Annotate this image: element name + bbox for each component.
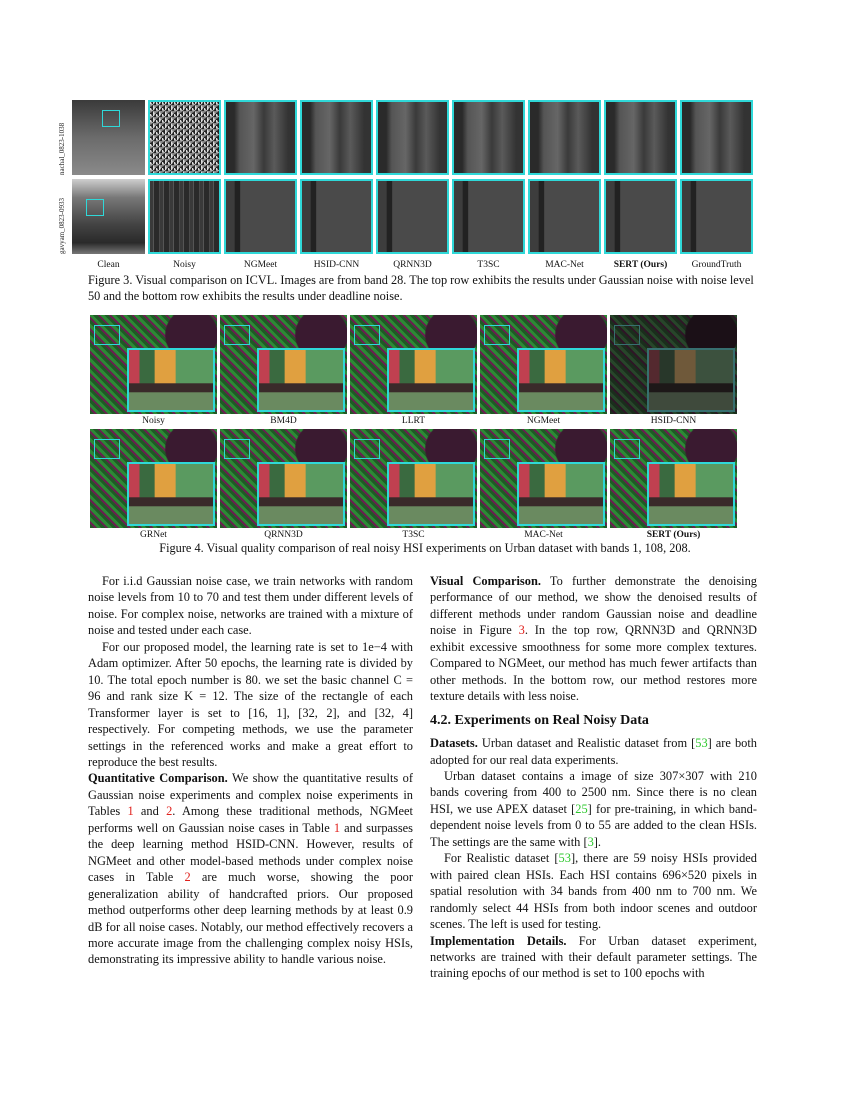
image-noisy bbox=[90, 315, 217, 414]
paragraph bbox=[430, 850, 757, 932]
zoom-region-box bbox=[484, 439, 510, 459]
text-segment: and bbox=[133, 804, 167, 819]
text-segment: and surpasses the deep learning method HSID-CNN. However, results of NGMeet and other model-based methods under complex noise cases in Table bbox=[88, 820, 413, 885]
image-t3sc bbox=[452, 100, 525, 175]
column-label: Clean bbox=[97, 260, 120, 270]
text-segment: ]. bbox=[593, 834, 602, 849]
zoom-region-box bbox=[484, 325, 510, 345]
zoom-inset bbox=[257, 348, 345, 412]
zoom-region-box bbox=[354, 325, 380, 345]
cross-reference-link[interactable]: 1 bbox=[127, 804, 134, 819]
image-ngmeet bbox=[224, 100, 297, 175]
cross-reference-link[interactable]: 2 bbox=[184, 870, 191, 885]
zoom-region-box bbox=[86, 199, 104, 216]
column-label: Noisy bbox=[173, 260, 196, 270]
column-label: GRNet bbox=[140, 530, 167, 540]
citation-link[interactable]: 53 bbox=[558, 851, 571, 866]
zoom-inset bbox=[517, 462, 605, 526]
column-label: T3SC bbox=[477, 260, 500, 270]
image-noisy bbox=[148, 179, 221, 254]
figure-3-column-labels bbox=[72, 260, 753, 270]
image-grnet bbox=[90, 429, 217, 528]
column-label: Noisy bbox=[142, 416, 165, 426]
zoom-inset bbox=[517, 348, 605, 412]
figure-3-row-deadline bbox=[58, 179, 753, 254]
image-hsid-cnn bbox=[300, 179, 373, 254]
paragraph bbox=[88, 639, 413, 771]
image-sert bbox=[604, 100, 677, 175]
paragraph-heading: Quantitative Comparison. bbox=[88, 771, 228, 786]
paragraph bbox=[430, 573, 757, 705]
image-noisy bbox=[148, 100, 221, 175]
figure-4 bbox=[90, 315, 737, 542]
image-hsid-cnn bbox=[610, 315, 737, 414]
paragraph-heading: Datasets. bbox=[430, 736, 478, 751]
text-segment: To further demonstrate the denoising performance of our method, we show the denoised results of different methods under random Gaussian noise and deadline noise in Figure bbox=[430, 574, 758, 638]
image-mac-net bbox=[528, 179, 601, 254]
zoom-region-box bbox=[354, 439, 380, 459]
column-label: MAC-Net bbox=[524, 530, 563, 540]
column-label: NGMeet bbox=[243, 260, 278, 270]
row-label: nachal_0823-1038 bbox=[58, 122, 66, 175]
right-column-text bbox=[430, 573, 757, 982]
zoom-inset bbox=[647, 462, 735, 526]
citation-link[interactable]: 3 bbox=[587, 834, 594, 849]
image-mac-net bbox=[480, 429, 607, 528]
column-label: HSID-CNN bbox=[313, 260, 360, 270]
figure-4-row-2 bbox=[90, 429, 737, 528]
image-ngmeet bbox=[480, 315, 607, 414]
column-label: SERT (Ours) bbox=[646, 530, 701, 540]
cross-reference-link[interactable]: 3 bbox=[518, 623, 525, 638]
image-ngmeet bbox=[224, 179, 297, 254]
zoom-region-box bbox=[224, 439, 250, 459]
paragraph bbox=[88, 573, 413, 639]
zoom-region-box bbox=[614, 439, 640, 459]
image-hsid-cnn bbox=[300, 100, 373, 175]
paragraph bbox=[430, 735, 757, 768]
image-clean bbox=[72, 100, 145, 175]
row-label: gavyam_0823-0933 bbox=[58, 198, 66, 254]
column-label: HSID-CNN bbox=[650, 416, 697, 426]
text-segment: For our proposed model, the learning rate is set to 1e−4 with Adam optimizer. After 50 epochs, the learning rate is divided by 10. The total epoch number is 80. we set the basic channel C = 96 and rank size K = 12. The size of the rectangle of each Transformer layer is set to [16, 1], [32, 2], and [32, 4] respectively. For competing methods, we use the parameter settings in the referenced works and make a great effort to reproduce the best results. bbox=[88, 639, 413, 769]
text-segment: Urban dataset and Realistic dataset from [ bbox=[477, 736, 696, 751]
column-label: LLRT bbox=[401, 416, 426, 426]
image-llrt bbox=[350, 315, 477, 414]
text-segment: ] are both adopted for our real data experiments. bbox=[430, 736, 757, 767]
image-sert bbox=[610, 429, 737, 528]
text-segment: ] for pre-training, in which band-dependent noise levels from 0 to 55 are added to the clean HSIs. The settings are the same with [ bbox=[430, 801, 758, 849]
image-groundtruth bbox=[680, 100, 753, 175]
image-qrnn3d bbox=[376, 100, 449, 175]
figure-3-row-gaussian bbox=[58, 100, 753, 175]
zoom-inset bbox=[127, 462, 215, 526]
text-segment: For Realistic dataset [ bbox=[444, 851, 559, 866]
text-segment: For Urban dataset experiment, networks are trained with their default parameter settings. The training epochs of our method is set to 100 epochs with bbox=[430, 933, 757, 981]
figure-3-caption: Figure 3. Visual comparison on ICVL. Images are from band 28. The top row exhibits the results under Gaussian noise with noise level 50 and the bottom row exhibits the results under deadline noise. bbox=[88, 273, 754, 303]
column-label: MAC-Net bbox=[545, 260, 584, 270]
left-column-text bbox=[88, 573, 413, 968]
column-label: GroundTruth bbox=[691, 260, 742, 270]
paragraph bbox=[88, 770, 413, 967]
cross-reference-link[interactable]: 1 bbox=[333, 820, 341, 835]
figure-3 bbox=[58, 100, 753, 258]
column-label: QRNN3D bbox=[264, 530, 303, 540]
text-segment: . Among these traditional methods, NGMeet performs well on Gaussian noise cases in Table bbox=[88, 804, 413, 835]
cross-reference-link[interactable]: 2 bbox=[166, 804, 173, 819]
image-bm4d bbox=[220, 315, 347, 414]
text-segment: ], there are 59 noisy HSIs provided with paired clean HSIs. Each HSI contains 696×520 pixels in spatial resolution with 34 bands from 400 nm to 700 nm. We randomly select 44 HSIs from both indoor scenes and outdoor scenes. The left is used for testing. bbox=[430, 851, 758, 932]
zoom-inset bbox=[647, 348, 735, 412]
citation-link[interactable]: 25 bbox=[575, 801, 588, 816]
section-heading: 4.2. Experiments on Real Noisy Data bbox=[430, 712, 649, 728]
figure-4-caption: Figure 4. Visual quality comparison of real noisy HSI experiments on Urban dataset with bands 1, 108, 208. bbox=[159, 541, 691, 555]
zoom-inset bbox=[257, 462, 345, 526]
citation-link[interactable]: 53 bbox=[695, 736, 708, 751]
column-label: NGMeet bbox=[526, 416, 561, 426]
zoom-region-box bbox=[224, 325, 250, 345]
column-label: T3SC bbox=[402, 530, 425, 540]
column-label: SERT (Ours) bbox=[613, 260, 668, 270]
column-label: QRNN3D bbox=[393, 260, 432, 270]
image-sert bbox=[604, 179, 677, 254]
text-segment: are much worse, showing the poor generalization ability of handcrafted priors. Our proposed method outperforms other deep learning methods by at least 0.9 dB for all noise cases. Notably, our method effectively recovers a more accurate image from the challenging complex noisy HSIs, demonstrating its impressive ability to handle various noise. bbox=[88, 870, 413, 967]
zoom-inset bbox=[387, 462, 475, 526]
text-segment: For i.i.d Gaussian noise case, we train networks with random noise levels from 10 to 70 and test them under different levels of noise. For complex noise, networks are trained with a mixture of noise and tested under each case. bbox=[88, 574, 413, 638]
zoom-region-box bbox=[102, 110, 120, 127]
zoom-inset bbox=[387, 348, 475, 412]
paragraph bbox=[430, 768, 757, 850]
paragraph-heading: Implementation Details. bbox=[430, 933, 567, 948]
zoom-region-box bbox=[94, 439, 120, 459]
figure-4-row-1 bbox=[90, 315, 737, 414]
text-segment: We show the quantitative results of Gaussian noise experiments and complex noise experiments in Tables bbox=[88, 771, 413, 819]
image-mac-net bbox=[528, 100, 601, 175]
image-clean bbox=[72, 179, 145, 254]
image-qrnn3d bbox=[220, 429, 347, 528]
text-segment: Urban dataset contains a image of size 307×307 with 210 bands covering from 400 to 2500 nm. Since there is no clean HSI, we use APEX dataset [ bbox=[430, 768, 757, 816]
zoom-inset bbox=[127, 348, 215, 412]
column-label: BM4D bbox=[270, 416, 297, 426]
zoom-region-box bbox=[614, 325, 640, 345]
image-t3sc bbox=[452, 179, 525, 254]
image-groundtruth bbox=[680, 179, 753, 254]
paragraph bbox=[430, 933, 757, 982]
zoom-region-box bbox=[94, 325, 120, 345]
figure-4-row-1-labels bbox=[90, 414, 737, 428]
image-qrnn3d bbox=[376, 179, 449, 254]
paragraph-heading: Visual Comparison. bbox=[430, 574, 541, 588]
text-segment: . In the top row, QRNN3D and QRNN3D exhibit excessive smoothness for some more complex textures. Compared to NGMeet, our method has much fewer artifacts than other methods. In the bottom row, our method restores more texture details with less noise. bbox=[430, 623, 758, 704]
image-t3sc bbox=[350, 429, 477, 528]
